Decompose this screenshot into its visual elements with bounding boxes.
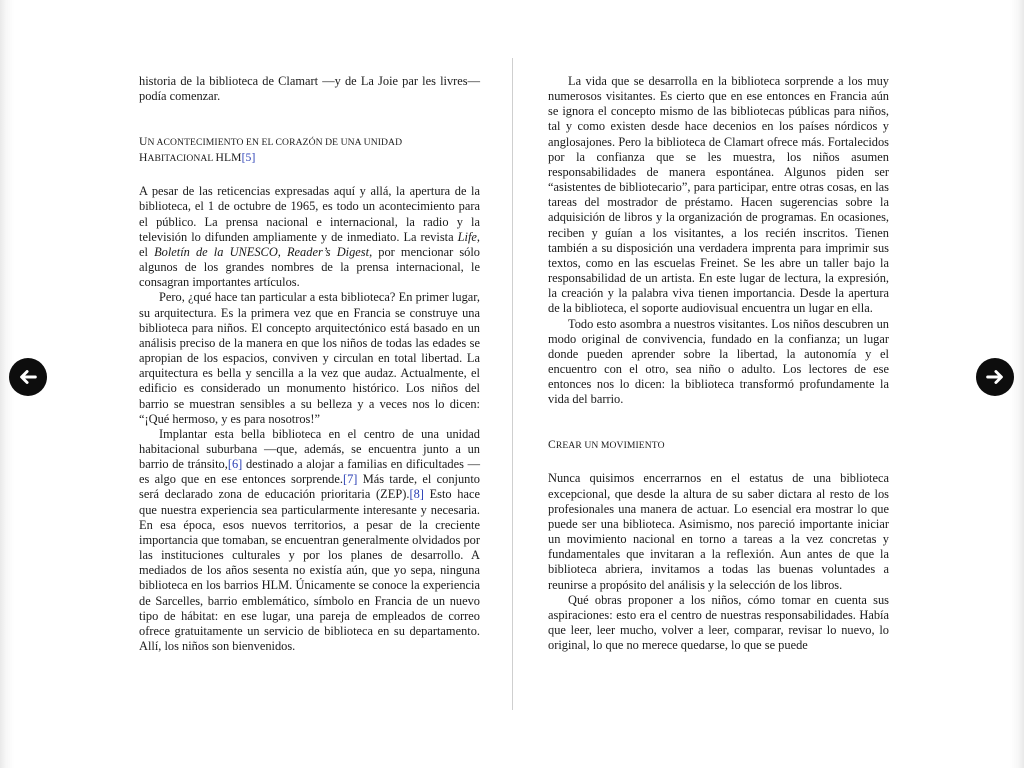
right-page	[548, 74, 889, 653]
paragraph-text: destinado a alojar a familias en dificultades — es algo que en ese entonces sorprende.	[139, 457, 480, 487]
heading-cap: HLM	[215, 151, 242, 165]
paragraph-text: Implantar esta bella biblioteca en el centro de una unidad habitacional suburbana —que, además, se encuentra junto a un barrio de tránsito,	[139, 426, 480, 472]
heading-smallcaps: N ACONTECIMIENTO EN EL CORAZÓN DE UNA UNIDAD	[147, 137, 403, 149]
paragraph: Todo esto asombra a nuestros visitantes. Los niños descubren un modo original de convivencia, fundado en la confianza; un lugar donde pueden aprender sobre la libertad, la autonomía y el encuentro con el otro, sea niño o adulto. Los lectores de ese entonces nos lo dicen: la biblioteca transformó profundamente la vida del barrio.	[548, 316, 889, 407]
footnote-link-5[interactable]: [5]	[241, 151, 256, 165]
heading-smallcaps: ABITACIONAL	[147, 153, 216, 165]
paragraph-text: Más tarde, el conjunto será declarado zona de educación prioritaria (ZEP).	[139, 472, 480, 502]
italic-title: Life	[457, 229, 477, 244]
paragraph: Qué obras proponer a los niños, cómo tomar en cuenta sus aspiraciones: esto era el centro de nuestras responsabilidades. Había que leer, leer mucho, volver a leer, comparar, revisar lo nuevo, lo original, lo que no merece quedarse, lo que se puede	[548, 592, 889, 653]
section-heading-1	[139, 134, 480, 166]
page-gutter	[512, 58, 513, 710]
arrow-left-icon	[17, 366, 39, 388]
section-heading-2	[548, 437, 889, 453]
previous-page-button[interactable]	[9, 358, 47, 396]
intro-paragraph: historia de la biblioteca de Clamart —y de La Joie par les livres— podía comenzar.	[139, 74, 480, 104]
paragraph: Pero, ¿qué hace tan particular a esta biblioteca? En primer lugar, su arquitectura. Es la primera vez que en Francia se construye una biblioteca para niños. El concepto arquitectónico está basado en un análisis preciso de la manera en que los niños de todas las edades se apropian de los espacios, conviven y circulan en total libertad. La arquitectura es bella y sencilla a la vez que audaz. Actualmente, el edificio es considerado un monumento histórico. Los niños del barrio se muestran sensibles a su belleza y a veces nos lo dicen: “¡Qué hermoso, y es para nosotros!”	[139, 290, 480, 426]
heading-cap: H	[139, 151, 148, 165]
paragraph-text: , el	[139, 229, 480, 259]
paragraph	[139, 184, 480, 290]
paragraph	[139, 427, 480, 654]
footnote-link-7[interactable]: [7]	[342, 472, 358, 487]
heading-cap: U	[139, 135, 148, 149]
paragraph: La vida que se desarrolla en la biblioteca sorprende a los muy numerosos visitantes. Es cierto que en ese entonces en Francia aún se ignora el concepto mismo de las bibliotecas públicas para niños, tal y como existen desde hace decenios en los países nórdicos y anglosajones. Pero la biblioteca de Clamart ofrece más. Fortalecidos por la confianza que se les muestra, los niños asumen responsabilidades de manera espontánea. Algunos piden ser “asistentes de bibliotecario”, para participar, entre otras cosas, en las tareas del mostrador de préstamo. Hacen sugerencias sobre la adquisición de libros y la organización de programas. En ocasiones, reciben y guían a los visitantes, a los recién inscritos. Tienen también a su disposición una verdadera imprenta para imprimir sus textos, como en las escuelas Freinet. Se les abre un taller bajo la responsabilidad de un artista. En este lugar de lectura, la expresión, la creación y la palabra viva tienen importancia. Desde la apertura de la biblioteca, el soporte audiovisual encuentra un lugar en ella.	[548, 74, 889, 316]
paragraph-text: , por mencionar sólo algunos de los grandes nombres de la prensa internacional, le consagran importantes artículos.	[139, 244, 480, 290]
heading-smallcaps: REAR UN MOVIMIENTO	[555, 440, 665, 452]
paragraph: Nunca quisimos encerrarnos en el estatus de una biblioteca excepcional, que desde la altura de su saber dictara al resto de los profesionales una manera de actuar. Lo esencial era mostrar lo que puede ser una biblioteca. Asimismo, nos pareció importante iniciar un movimiento nacional en torno a tareas a la vez concretas y fundamentales que invitaran a la reflexión. Aun antes de que la biblioteca abriera, invitamos a todas las buenas voluntades a reunirse a propósito del análisis y la selección de los libros.	[548, 471, 889, 592]
footnote-link-6[interactable]: [6]	[227, 457, 243, 472]
paragraph-text: A pesar de las reticencias expresadas aquí y allá, la apertura de la biblioteca, el 1 de octubre de 1965, es todo un acontecimiento para el público. La prensa nacional e internacional, la radio y la televisión lo difunden ampliamente y de inmediato. La revista	[139, 184, 480, 244]
footnote-link-8[interactable]: [8]	[409, 487, 424, 502]
paragraph-text: Esto hace que nuestra experiencia sea particularmente interesante y necesaria. En esa época, esos nuevos territorios, a pesar de la creciente importancia que tomaban, se encuentran generalmente olvidados por las instituciones culturales y por los planes de desarrollo. A mediados de los años sesenta no existía aún, que yo sepa, ninguna biblioteca en los barrios HLM. Únicamente se conoce la experiencia de Sarcelles, barrio emblemático, símbolo en Francia de un nuevo tipo de hábitat: en ese lugar, una pareja de empleados de correo ofrece gratuitamente un servicio de biblioteca en su departamento. Allí, los niños son bienvenidos.	[139, 487, 480, 653]
left-page	[139, 74, 480, 654]
heading-cap: C	[548, 438, 556, 452]
italic-title: Boletín de la UNESCO, Reader’s Digest	[154, 244, 370, 259]
next-page-button[interactable]	[976, 358, 1014, 396]
arrow-right-icon	[984, 366, 1006, 388]
